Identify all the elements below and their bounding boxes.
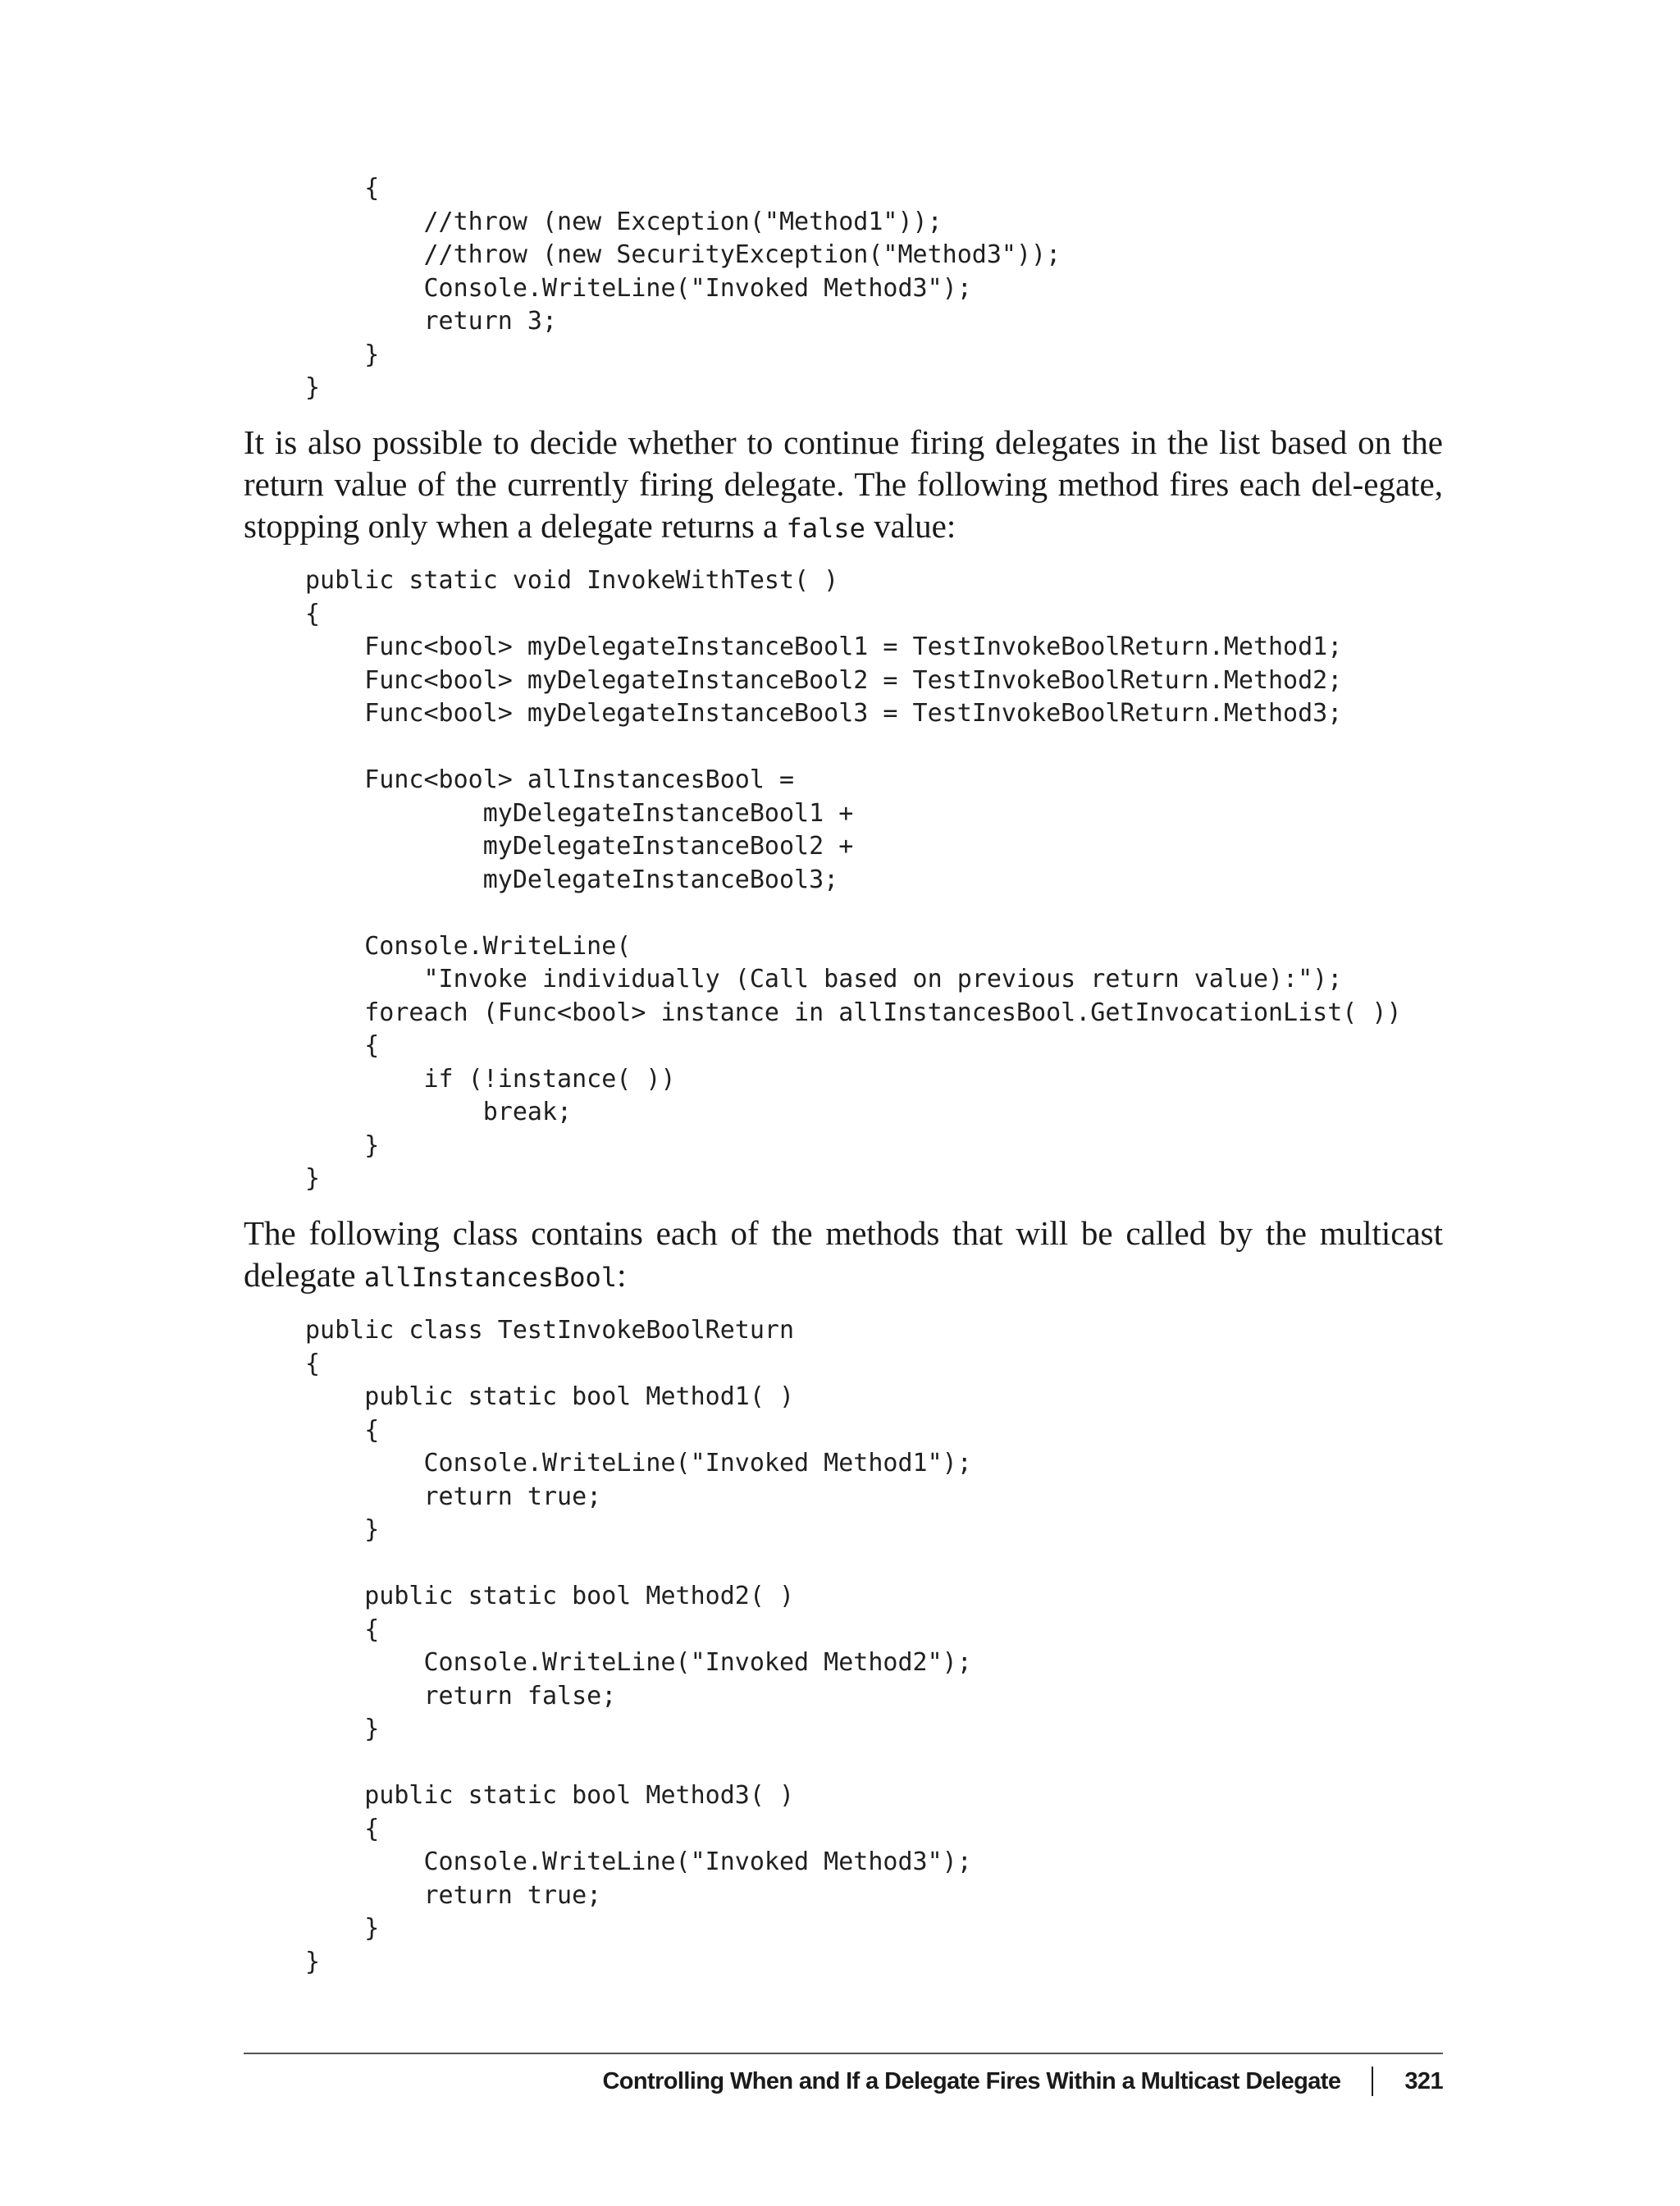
code-listing-invoke-with-test: public static void InvokeWithTest( ) { Func<bool> myDelegateInstanceBool1 = TestInvokeBoolReturn.Method1; Func<bool> myDelegateInstanceBool2 = TestInvokeBoolReturn.Method2; Func<bool> myDelegateInstanceBool3 = TestInvokeBoolReturn.Method3; Func<bool> allInstancesBool = myDelegateInstanceBool1 + myDelegateInstanceBool2 + myDelegateInstanceBool3; Console.WriteLine( "Invoke individually (Call based on previous return value):"); foreach (Func<bool> instance in allInstancesBool.GetInvocationList( )) { if (!instance( )) break; } }	[305, 566, 1402, 1193]
footer-divider	[244, 2053, 1443, 2054]
footer-separator	[1372, 2067, 1373, 2096]
code-listing-method3-tail: { //throw (new Exception("Method1")); //throw (new SecurityException("Method3")); Console.WriteLine("Invoked Method3"); return 3; } }	[305, 174, 1061, 402]
paragraph-text: The following class contains each of the methods that will be called by the multicast delegate	[244, 1214, 1443, 1294]
paragraph-text-end: :	[617, 1256, 627, 1294]
paragraph-test-class-intro	[244, 1213, 1443, 1299]
footer-section-title: Controlling When and If a Delegate Fires Within a Multicast Delegate	[602, 2067, 1341, 2094]
page-number: 321	[1404, 2067, 1443, 2094]
paragraph-text-end: value:	[865, 507, 956, 545]
inline-code-false: false	[786, 513, 865, 544]
code-listing-test-invoke-bool-return: public class TestInvokeBoolReturn { public static bool Method1( ) { Console.WriteLine("Invoked Method1"); return true; } public static bool Method2( ) { Console.WriteLine("Invoked Method2"); return false; } public static bool Method3( ) { Console.WriteLine("Invoked Method3"); return true; } }	[305, 1316, 972, 1976]
inline-code-all-instances-bool: allInstancesBool	[363, 1262, 618, 1293]
page-footer	[244, 2058, 1443, 2104]
paragraph-text: It is also possible to decide whether to continue firing delegates in the list based on the return value of the currently firing delegate. The following method fires each del-egate, stopping only when a delegate returns a	[244, 423, 1443, 545]
paragraph-invoke-with-test-intro	[244, 422, 1443, 550]
